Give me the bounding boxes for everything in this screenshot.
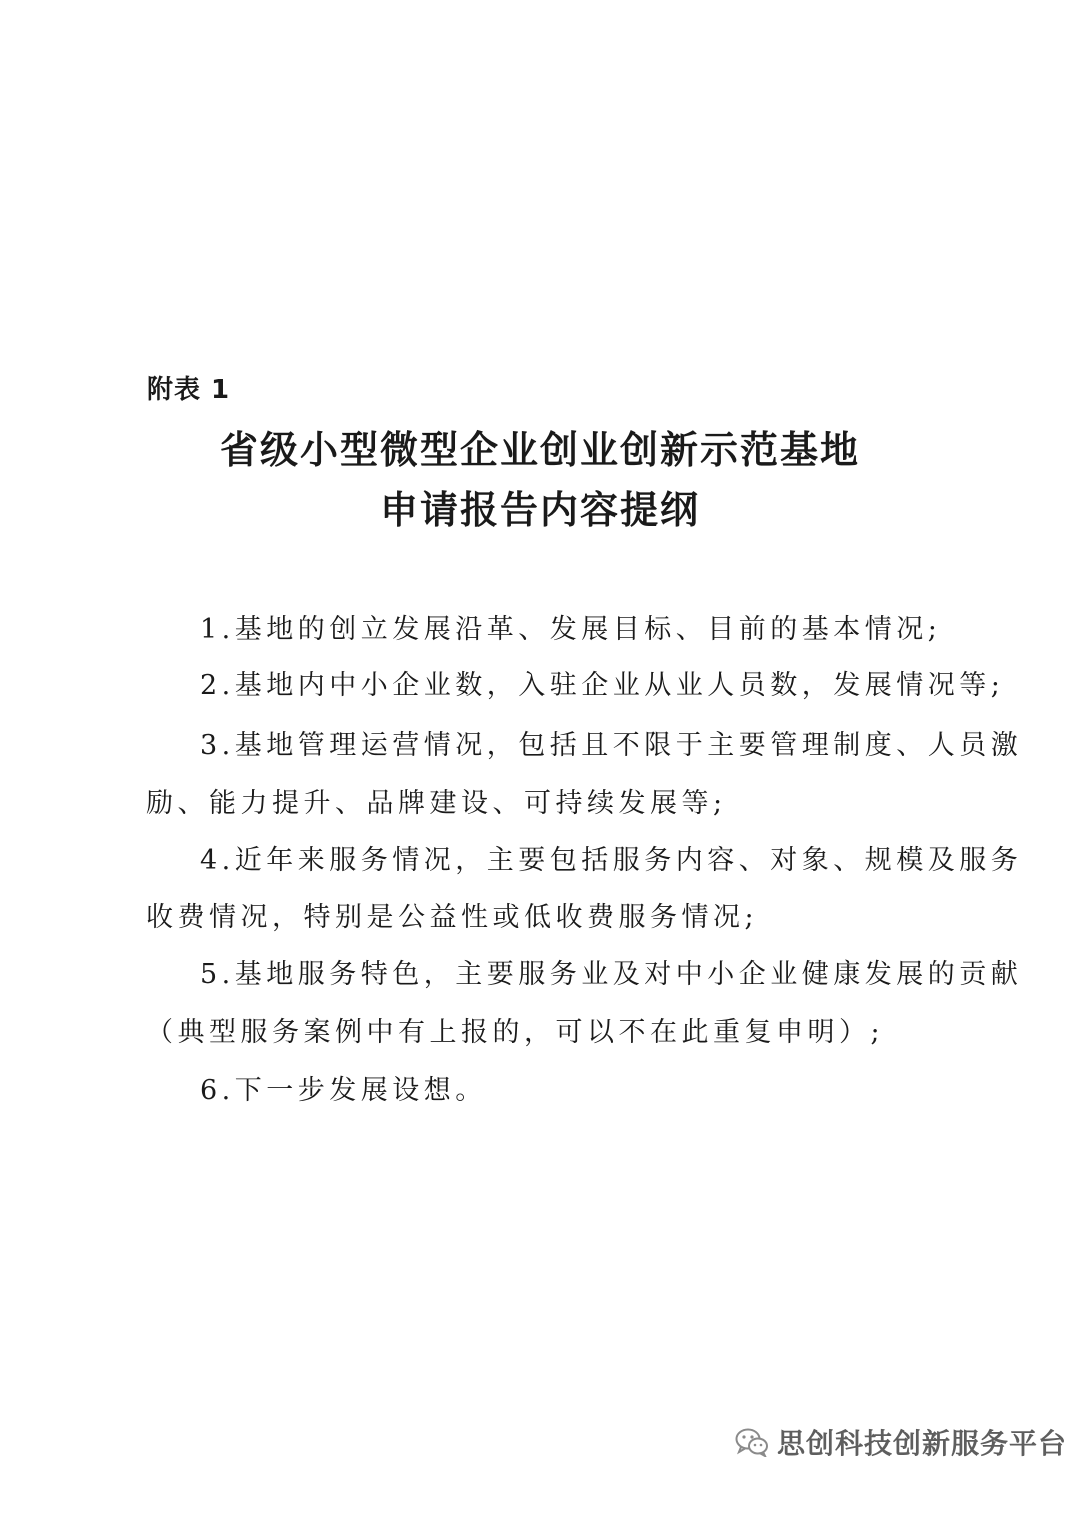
- outline-item-3-line-1: 3.基地管理运营情况，包括且不限于主要管理制度、人员激: [200, 730, 1023, 761]
- outline-item-2: 2.基地内中小企业数，入驻企业从业人员数，发展情况等;: [200, 670, 1005, 701]
- outline-item-3-line-2: 励、能力提升、品牌建设、可持续发展等;: [146, 788, 727, 819]
- outline-item-5-line-2: （典型服务案例中有上报的，可以不在此重复申明）;: [146, 1017, 885, 1048]
- document-title-line-2: 申请报告内容提纲: [379, 488, 700, 532]
- attachment-label: 附表 1: [147, 375, 231, 405]
- watermark-text: 思创科技创新服务平台: [777, 1427, 1068, 1460]
- document-title-line-1: 省级小型微型企业创业创新示范基地: [219, 428, 860, 472]
- outline-item-5-line-1: 5.基地服务特色，主要服务业及对中小企业健康发展的贡献: [200, 959, 1023, 990]
- wechat-icon: [735, 1427, 769, 1457]
- watermark: [735, 1420, 1067, 1464]
- outline-item-4-line-2: 收费情况，特别是公益性或低收费服务情况;: [146, 902, 759, 933]
- outline-item-6: 6.下一步发展设想。: [200, 1075, 487, 1106]
- outline-item-4-line-1: 4.近年来服务情况，主要包括服务内容、对象、规模及服务: [200, 845, 1023, 876]
- outline-item-1: 1.基地的创立发展沿革、发展目标、目前的基本情况;: [200, 614, 942, 645]
